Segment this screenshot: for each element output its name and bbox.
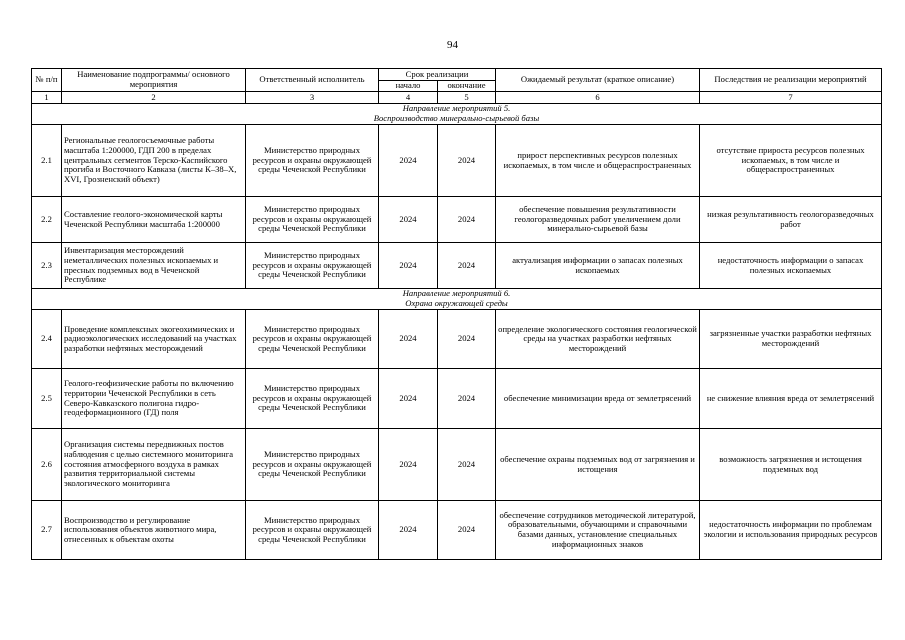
row-consequences: отсутствие прироста ресурсов полезных ископаемых, в том числе и общераспространенных <box>700 125 882 197</box>
table-row <box>32 243 882 289</box>
row-name: Региональные геологосъемочные работы масштаба 1:200000, ГДП 200 в пределах центральных сегментов Терско-Каспийского прогиба и Восточного Кавказа (листы К–38–Х, XVI, Грозненский объект) <box>62 125 246 197</box>
row-executor: Министерство природных ресурсов и охраны окружающей среды Чеченской Республики <box>246 501 379 560</box>
table-row <box>32 125 882 197</box>
row-executor: Министерство природных ресурсов и охраны окружающей среды Чеченской Республики <box>246 369 379 429</box>
row-start: 2024 <box>379 310 438 369</box>
row-name: Геолого-геофизические работы по включению территории Чеченской Республики в сеть Северо-Кавказского полигона гидро-геодеформационного (ГД) поля <box>62 369 246 429</box>
row-start: 2024 <box>379 501 438 560</box>
direction-title: Направление мероприятий 6. <box>402 288 511 299</box>
row-executor: Министерство природных ресурсов и охраны окружающей среды Чеченской Республики <box>246 310 379 369</box>
header-name: Наименование подпрограммы/ основного мероприятия <box>62 69 246 92</box>
header-end: окончание <box>438 81 496 92</box>
row-num: 2.7 <box>32 501 62 560</box>
row-executor: Министерство природных ресурсов и охраны окружающей среды Чеченской Республики <box>246 243 379 289</box>
row-end: 2024 <box>438 369 496 429</box>
row-name: Составление геолого-экономической карты Чеченской Республики масштаба 1:200000 <box>62 197 246 243</box>
row-result: обеспечение охраны подземных вод от загрязнения и истощения <box>496 429 700 501</box>
row-end: 2024 <box>438 310 496 369</box>
row-result: обеспечение сотрудников методической литературой, образовательными, обучающими и справочными базами данных, установление специальных информационных знаков <box>496 501 700 560</box>
row-consequences: не снижение влияния вреда от землетрясений <box>700 369 882 429</box>
row-end: 2024 <box>438 429 496 501</box>
direction-subtitle: Воспроизводство минерально-сырьевой базы <box>373 113 540 123</box>
header-consequences: Последствия не реализации мероприятий <box>700 69 882 92</box>
row-start: 2024 <box>379 197 438 243</box>
row-num: 2.5 <box>32 369 62 429</box>
column-number: 2 <box>62 92 246 104</box>
row-end: 2024 <box>438 125 496 197</box>
row-num: 2.6 <box>32 429 62 501</box>
row-executor: Министерство природных ресурсов и охраны окружающей среды Чеченской Республики <box>246 197 379 243</box>
row-num: 2.4 <box>32 310 62 369</box>
direction-subtitle: Охрана окружающей среды <box>405 298 508 308</box>
direction-heading <box>32 104 882 125</box>
direction-title: Направление мероприятий 5. <box>402 103 511 114</box>
row-result: обеспечение повышения результативности геологоразведочных работ увеличением доли минерально-сырьевой базы <box>496 197 700 243</box>
page-number: 94 <box>447 39 458 51</box>
table-row <box>32 369 882 429</box>
row-end: 2024 <box>438 501 496 560</box>
column-number: 6 <box>496 92 700 104</box>
direction-heading <box>32 289 882 310</box>
column-numbers-row <box>32 92 882 104</box>
row-num: 2.2 <box>32 197 62 243</box>
table-row <box>32 501 882 560</box>
header-num: № п/п <box>32 69 62 92</box>
row-start: 2024 <box>379 369 438 429</box>
row-start: 2024 <box>379 429 438 501</box>
header-start: начало <box>379 81 438 92</box>
column-number: 7 <box>700 92 882 104</box>
row-name: Организация системы передвижных постов наблюдения с целью системного мониторинга состояния атмосферного воздуха в рамках развития территориальной системы экологического мониторинга <box>62 429 246 501</box>
row-consequences: недостаточность информации о запасах полезных ископаемых <box>700 243 882 289</box>
row-result: определение экологического состояния геологической среды на участках разработки нефтяных месторождений <box>496 310 700 369</box>
header-period: Срок реализации <box>379 69 496 81</box>
table-row <box>32 197 882 243</box>
header-result: Ожидаемый результат (краткое описание) <box>496 69 700 92</box>
row-name: Инвентаризация месторождений неметаллических полезных ископаемых и пресных подземных вод в Чеченской Республике <box>62 243 246 289</box>
row-name: Проведение комплексных экогеохимических и радиоэкологических исследований на участках разработки нефтяных месторождений <box>62 310 246 369</box>
row-result: обеспечение минимизации вреда от землетрясений <box>496 369 700 429</box>
row-num: 2.3 <box>32 243 62 289</box>
direction-row <box>32 104 882 125</box>
row-start: 2024 <box>379 243 438 289</box>
activities-table <box>31 68 882 560</box>
row-name: Воспроизводство и регулирование использования объектов животного мира, отнесенных к объектам охоты <box>62 501 246 560</box>
table-row <box>32 429 882 501</box>
row-consequences: низкая результативность геологоразведочных работ <box>700 197 882 243</box>
row-start: 2024 <box>379 125 438 197</box>
row-executor: Министерство природных ресурсов и охраны окружающей среды Чеченской Республики <box>246 429 379 501</box>
column-number: 5 <box>438 92 496 104</box>
row-end: 2024 <box>438 243 496 289</box>
row-consequences: возможность загрязнения и истощения подземных вод <box>700 429 882 501</box>
column-number: 1 <box>32 92 62 104</box>
direction-row <box>32 289 882 310</box>
row-consequences: загрязненные участки разработки нефтяных месторождений <box>700 310 882 369</box>
row-result: прирост перспективных ресурсов полезных ископаемых, в том числе и общераспространенных <box>496 125 700 197</box>
row-result: актуализация информации о запасах полезных ископаемых <box>496 243 700 289</box>
row-num: 2.1 <box>32 125 62 197</box>
row-executor: Министерство природных ресурсов и охраны окружающей среды Чеченской Республики <box>246 125 379 197</box>
row-end: 2024 <box>438 197 496 243</box>
column-number: 4 <box>379 92 438 104</box>
row-consequences: недостаточность информации по проблемам экологии и использования природных ресурсов <box>700 501 882 560</box>
column-number: 3 <box>246 92 379 104</box>
header-executor: Ответственный исполнитель <box>246 69 379 92</box>
table-row <box>32 310 882 369</box>
